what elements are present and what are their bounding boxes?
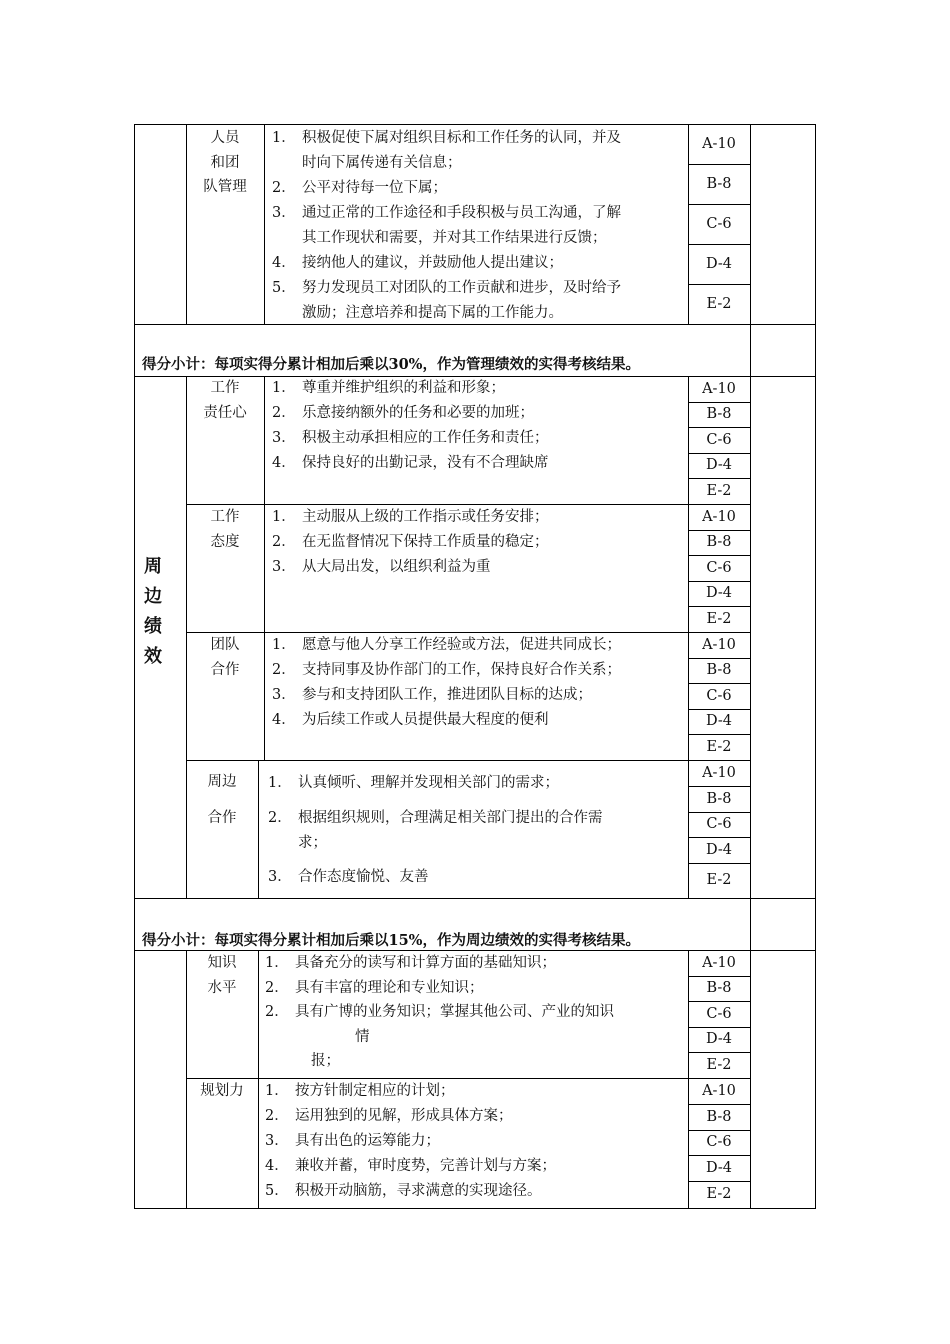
grade-option: E-2 — [706, 611, 732, 627]
criteria-number: 1． — [265, 955, 289, 971]
criteria-text: 报； — [311, 1053, 340, 1069]
grade-divider — [688, 555, 750, 556]
grade-option: B-8 — [706, 1109, 732, 1125]
grade-divider — [688, 164, 750, 165]
grade-option: C-6 — [706, 1006, 732, 1022]
grade-divider — [688, 376, 750, 377]
criteria-number: 4． — [272, 255, 296, 271]
criteria-number: 2． — [272, 405, 296, 421]
criteria-text: 具有出色的运筹能力； — [295, 1133, 440, 1149]
criteria-item — [272, 555, 491, 580]
criteria-number: 3． — [272, 430, 296, 446]
category-label: 和团 — [210, 154, 240, 171]
criteria-text: 运用独到的见解，形成具体方案； — [295, 1108, 513, 1124]
criteria-text: 积极开动脑筋，寻求满意的实现途径。 — [295, 1183, 542, 1199]
criteria-text: 参与和支持团队工作，推进团队目标的达成； — [302, 687, 592, 703]
grade-divider — [688, 976, 750, 977]
category-label: 规划力 — [200, 1083, 244, 1099]
category-label: 队管理 — [203, 179, 247, 195]
grade-option: A-10 — [702, 136, 736, 152]
grade-divider — [688, 427, 750, 428]
grade-divider — [688, 124, 750, 125]
criteria-text: 从大局出发，以组织利益为重 — [302, 559, 491, 575]
criteria-item — [268, 831, 327, 856]
criteria-number: 3． — [268, 869, 292, 885]
grade-divider — [688, 1001, 750, 1002]
grade-option: C-6 — [706, 1134, 732, 1150]
grade-option: D-4 — [705, 713, 733, 729]
grade-option: B-8 — [706, 176, 732, 192]
grade-option: B-8 — [706, 662, 732, 678]
side-label-char: 周 — [144, 556, 162, 577]
criteria-text: 通过正常的工作途径和手段积极与员工沟通，了解 — [302, 205, 621, 221]
grade-divider — [688, 244, 750, 245]
criteria-number: 4． — [272, 455, 296, 471]
criteria-number: 2． — [272, 180, 296, 196]
category-label: 水平 — [207, 979, 237, 996]
category-right-border — [258, 1078, 259, 1208]
criteria-text: 具备充分的读写和计算方面的基础知识； — [295, 955, 556, 971]
criteria-item — [265, 1079, 455, 1104]
criteria-number: 1． — [272, 509, 296, 525]
grade-option: B-8 — [706, 791, 732, 807]
category-right-border — [258, 950, 259, 1078]
criteria-text: 积极促使下属对组织目标和工作任务的认同，并及 — [302, 130, 621, 146]
criteria-text: 具有丰富的理论和专业知识； — [295, 979, 484, 996]
criteria-item — [272, 251, 563, 276]
criteria-number: 4． — [265, 1158, 289, 1174]
criteria-item — [272, 126, 621, 151]
grade-divider — [688, 402, 750, 403]
grade-divider — [688, 760, 750, 761]
criteria-text: 根据组织规则，合理满足相关部门提出的合作需 — [298, 810, 603, 826]
subtotal-management-text: 得分小计：每项实得分累计相加后乘以30%，作为管理绩效的实得考核结果。 — [142, 356, 640, 373]
criteria-text: 其工作现状和需要，并对其工作结果进行反馈； — [302, 230, 607, 246]
grade-divider — [688, 632, 750, 633]
grade-divider — [688, 837, 750, 838]
criteria-item — [272, 226, 607, 251]
category-right-border — [264, 632, 265, 760]
grade-option: D-4 — [705, 842, 733, 858]
grade-option: E-2 — [706, 1186, 732, 1202]
criteria-text: 为后续工作或人员提供最大程度的便利 — [302, 712, 549, 728]
grade-divider — [688, 1181, 750, 1182]
category-right-border — [264, 504, 265, 632]
criteria-number: 1． — [272, 637, 296, 653]
criteria-item — [272, 301, 563, 326]
category-right-border — [264, 376, 265, 504]
grade-option: A-10 — [702, 1083, 736, 1099]
criteria-number: 4． — [272, 712, 296, 728]
criteria-text: 保持良好的出勤记录，没有不合理缺席 — [302, 455, 549, 471]
criteria-item — [272, 530, 549, 555]
grade-divider — [688, 324, 750, 325]
side-label-char: 绩 — [144, 616, 162, 637]
grade-option: E-2 — [706, 1057, 732, 1073]
grade-divider — [688, 812, 750, 813]
criteria-text: 兼收并蓄，审时度势，完善计划与方案； — [295, 1158, 556, 1174]
category-right-border — [258, 760, 259, 898]
grade-divider — [688, 709, 750, 710]
grade-option: B-8 — [706, 534, 732, 550]
grade-divider — [688, 734, 750, 735]
criteria-number: 5． — [272, 280, 296, 296]
category-label: 责任心 — [203, 404, 247, 421]
criteria-item — [265, 976, 484, 1001]
grade-option: A-10 — [702, 765, 736, 781]
criteria-text: 时向下属传递有关信息； — [302, 155, 462, 171]
side-label-char: 效 — [144, 646, 162, 667]
grade-option: D-4 — [705, 457, 733, 473]
criteria-text: 主动服从上级的工作指示或任务安排； — [302, 509, 549, 525]
criteria-item — [268, 806, 603, 831]
criteria-item — [272, 376, 505, 401]
criteria-item — [272, 633, 621, 658]
grade-divider — [688, 204, 750, 205]
grade-option: A-10 — [702, 381, 736, 397]
criteria-item — [325, 1025, 370, 1050]
criteria-text: 接纳他人的建议，并鼓励他人提出建议； — [302, 255, 563, 271]
grade-divider — [688, 786, 750, 787]
criteria-text: 激励；注意培养和提高下属的工作能力。 — [302, 305, 563, 321]
side-label-char: 边 — [144, 586, 162, 607]
criteria-item — [265, 951, 556, 976]
criteria-text: 求； — [298, 835, 327, 851]
grade-option: E-2 — [706, 872, 732, 888]
grade-option: D-4 — [705, 1160, 733, 1176]
grade-option: A-10 — [702, 637, 736, 653]
criteria-text: 情 — [355, 1028, 370, 1045]
grade-divider — [688, 1155, 750, 1156]
criteria-text: 在无监督情况下保持工作质量的稳定； — [302, 534, 549, 550]
grade-divider — [688, 504, 750, 505]
grade-divider — [688, 1130, 750, 1131]
criteria-text: 合作态度愉悦、友善 — [298, 869, 429, 885]
grade-option: D-4 — [705, 585, 733, 601]
criteria-text: 积极主动承担相应的工作任务和责任； — [302, 430, 549, 446]
grade-divider — [688, 658, 750, 659]
grade-divider — [688, 950, 750, 951]
grade-divider — [688, 683, 750, 684]
grade-divider — [688, 606, 750, 607]
grade-option: A-10 — [702, 509, 736, 525]
grade-option: D-4 — [705, 1031, 733, 1047]
grade-option: C-6 — [706, 816, 732, 832]
grade-option: C-6 — [706, 216, 732, 232]
criteria-item — [272, 201, 621, 226]
grade-divider — [688, 530, 750, 531]
criteria-text: 公平对待每一位下属； — [302, 180, 447, 196]
criteria-item — [265, 1154, 556, 1179]
criteria-item — [268, 865, 429, 890]
criteria-item — [272, 401, 534, 426]
grade-divider — [688, 581, 750, 582]
grade-divider — [688, 1027, 750, 1028]
criteria-number: 3． — [265, 1133, 289, 1149]
criteria-number: 2． — [272, 534, 296, 550]
category-label: 态度 — [210, 533, 240, 550]
grade-divider — [688, 1104, 750, 1105]
criteria-text: 愿意与他人分享工作经验或方法，促进共同成长； — [302, 637, 621, 653]
grade-divider — [688, 1052, 750, 1053]
criteria-text: 支持同事及协作部门的工作，保持良好合作关系； — [302, 662, 621, 678]
grade-option: B-8 — [706, 980, 732, 996]
grade-option: C-6 — [706, 432, 732, 448]
criteria-text: 具有广博的业务知识；掌握其他公司、产业的知识 — [295, 1004, 614, 1020]
grade-divider — [688, 453, 750, 454]
category-label: 工作 — [210, 509, 240, 525]
criteria-item — [272, 658, 621, 683]
criteria-item — [265, 1179, 542, 1204]
criteria-number: 2． — [265, 979, 289, 996]
grade-option: D-4 — [705, 256, 733, 272]
grade-divider — [688, 1078, 750, 1079]
criteria-number: 2． — [265, 1004, 289, 1020]
category-label: 知识 — [207, 955, 237, 971]
criteria-item — [272, 176, 447, 201]
peripheral-performance-label — [138, 552, 168, 672]
criteria-item — [281, 1049, 340, 1074]
grade-divider — [688, 284, 750, 285]
criteria-item — [272, 426, 549, 451]
criteria-item — [265, 1104, 513, 1129]
criteria-item — [265, 1000, 614, 1025]
grade-option: E-2 — [706, 296, 732, 312]
criteria-number: 1． — [272, 130, 296, 146]
criteria-number: 1． — [265, 1083, 289, 1099]
grade-option: E-2 — [706, 739, 732, 755]
category-label: 合作 — [210, 661, 240, 678]
grade-option: C-6 — [706, 560, 732, 576]
criteria-item — [272, 505, 549, 530]
category-label: 工作 — [210, 380, 240, 396]
criteria-number: 2． — [265, 1108, 289, 1124]
table-border-right — [815, 124, 816, 1208]
section-divider — [186, 760, 751, 761]
subtotal-peripheral-text: 得分小计：每项实得分累计相加后乘以15%，作为周边绩效的实得考核结果。 — [142, 932, 640, 949]
criteria-item — [272, 151, 462, 176]
criteria-text: 按方针制定相应的计划； — [295, 1083, 455, 1099]
grade-option: B-8 — [706, 406, 732, 422]
grade-divider — [688, 898, 750, 899]
criteria-item — [272, 451, 549, 476]
criteria-number: 1． — [268, 775, 292, 791]
criteria-item — [272, 708, 549, 733]
table-border-left — [134, 124, 135, 1208]
criteria-number: 1． — [272, 380, 296, 396]
grade-divider — [688, 863, 750, 864]
grade-divider — [688, 1208, 750, 1209]
criteria-text: 乐意接纳额外的任务和必要的加班； — [302, 405, 534, 421]
criteria-item — [272, 276, 621, 301]
criteria-text: 努力发现员工对团队的工作贡献和进步，及时给予 — [302, 280, 621, 296]
category-label: 团队 — [210, 637, 240, 653]
category-right-border — [264, 124, 265, 324]
criteria-item — [265, 1129, 440, 1154]
criteria-item — [268, 771, 559, 796]
grade-option: E-2 — [706, 483, 732, 499]
category-label: 合作 — [207, 810, 237, 826]
criteria-number: 3． — [272, 687, 296, 703]
grade-option: A-10 — [702, 955, 736, 971]
criteria-number: 2． — [272, 662, 296, 678]
criteria-number: 2． — [268, 810, 292, 826]
criteria-item — [272, 683, 592, 708]
score-column-border — [750, 124, 751, 1208]
category-label: 周边 — [207, 774, 237, 790]
grade-option: C-6 — [706, 688, 732, 704]
criteria-number: 3． — [272, 559, 296, 575]
category-label: 人员 — [210, 130, 240, 146]
criteria-number: 5． — [265, 1183, 289, 1199]
criteria-text: 尊重并维护组织的利益和形象； — [302, 380, 505, 396]
criteria-number: 3． — [272, 205, 296, 221]
criteria-text: 认真倾听、理解并发现相关部门的需求； — [298, 775, 559, 791]
grade-divider — [688, 478, 750, 479]
